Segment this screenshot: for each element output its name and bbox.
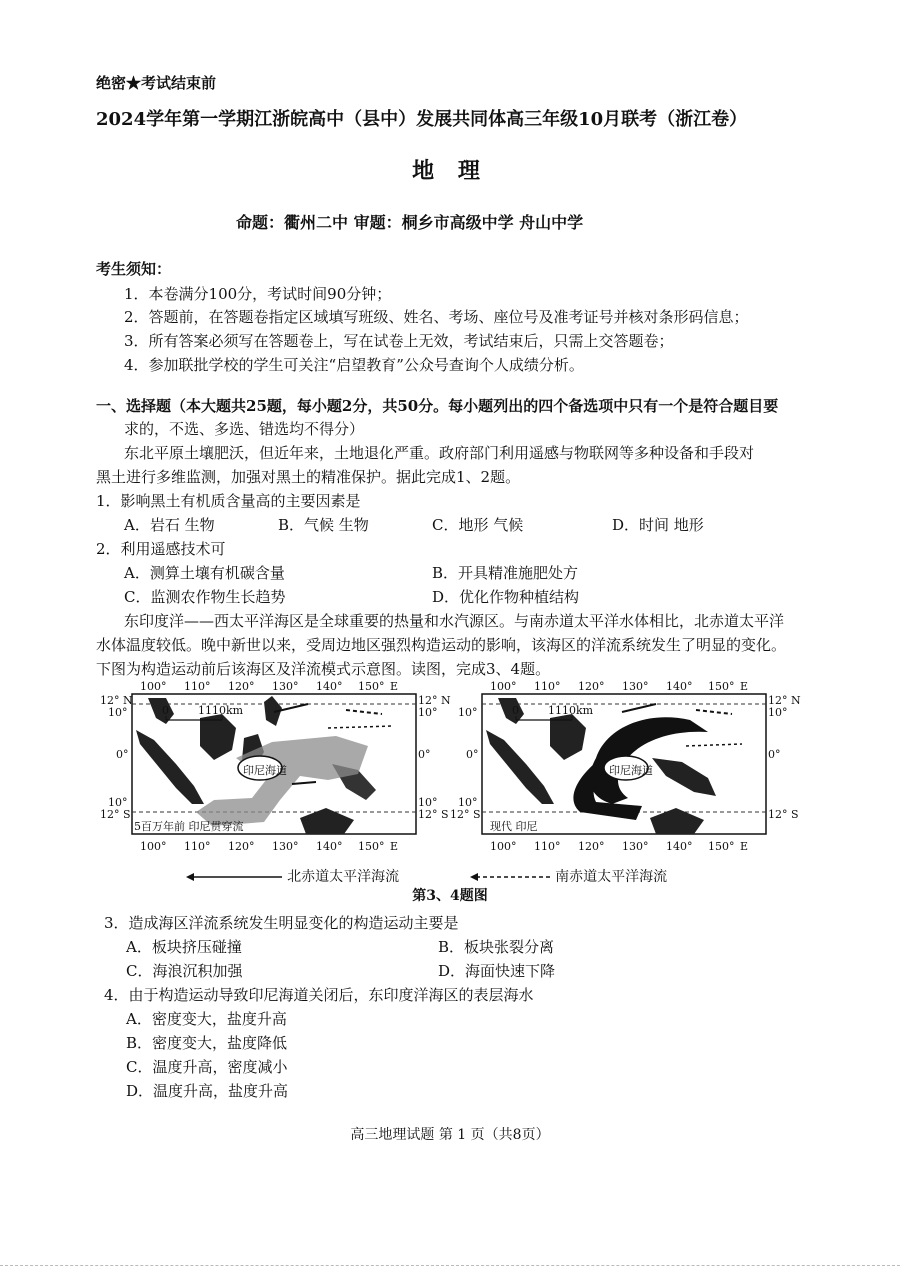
passage-2: 东印度洋——西太平洋海区是全球重要的热量和水汽源区。与南赤道太平洋水体相比，北赤道太平洋: [124, 612, 785, 630]
passage-1-cont: 黑土进行多维监测，加强对黑土的精准保护。据此完成1、2题。: [96, 468, 521, 486]
notice-item: 3．所有答案必须写在答题卷上，写在试卷上无效，考试结束后，只需上交答题卷；: [124, 332, 674, 350]
map-before-lon-110: 110°: [184, 680, 211, 693]
notice-item: 4．参加联批学校的学生可关注“启望教育”公众号查询个人成绩分析。: [124, 356, 584, 374]
map-before-lat-10s: 10°: [108, 796, 128, 809]
map-after: [446, 680, 801, 870]
map-after-strait-label: 印尼海道: [609, 764, 653, 777]
map-before-lat-10n: 10°: [108, 706, 128, 719]
q2-option-a[interactable]: A．测算土壤有机碳含量: [124, 564, 285, 582]
question-3: 3．造成海区洋流系统发生明显变化的构造运动主要是: [104, 914, 459, 932]
q4-option-d[interactable]: D．温度升高，盐度升高: [126, 1082, 289, 1100]
map-after-lon-150: 150°: [708, 680, 735, 693]
passage-1: 东北平原土壤肥沃，但近年来，土地退化严重。政府部门利用遥感与物联网等多种设备和手段对: [124, 444, 755, 462]
q2-option-b[interactable]: B．开具精准施肥处方: [432, 564, 579, 582]
map-after-lat-12s: 12° S: [450, 808, 481, 821]
map-before-lon-e: E: [390, 680, 399, 693]
map-after-blon-e: E: [740, 840, 749, 853]
map-before-rlat-10s: 10°: [418, 796, 438, 809]
notice-item: 1．本卷满分100分，考试时间90分钟；: [124, 285, 392, 303]
figure-caption: 第3、4题图: [412, 888, 488, 904]
passage-2-cont: 水体温度较低。晚中新世以来，受周边地区强烈构造运动的影响，该海区的洋流系统发生了明显的变化。: [96, 636, 787, 654]
question-4: 4．由于构造运动导致印尼海道关闭后，东印度洋海区的表层海水: [104, 986, 534, 1004]
q2-option-d[interactable]: D．优化作物种植结构: [432, 588, 580, 606]
q4-option-b[interactable]: B．密度变大，盐度降低: [126, 1034, 288, 1052]
map-after-blon-150: 150°: [708, 840, 735, 853]
legend-north: [186, 866, 399, 886]
map-before-lat-12n: 12° N: [100, 694, 133, 707]
q3-option-c[interactable]: C．海浪沉积加强: [126, 962, 243, 980]
map-before-rlat-12s: 12° S: [418, 808, 449, 821]
map-after-lon-100: 100°: [490, 680, 517, 693]
map-after-lat-0: 0°: [466, 748, 479, 761]
map-before-blon-100: 100°: [140, 840, 167, 853]
map-before-blon-110: 110°: [184, 840, 211, 853]
map-before-blon-120: 120°: [228, 840, 255, 853]
map-after-scale-zero: 0: [512, 704, 519, 717]
map-after-blon-120: 120°: [578, 840, 605, 853]
section-heading-text: 一、选择题（本大题共25题，每小题2分，共50分。每小题列出的四个备选项中只有一个是符合题目要: [96, 397, 779, 415]
map-before-lon-130: 130°: [272, 680, 299, 693]
map-after-rlat-0: 0°: [768, 748, 781, 761]
legend-south: [470, 866, 667, 886]
map-after-blon-100: 100°: [490, 840, 517, 853]
q1-option-c[interactable]: C．地形 气候: [432, 516, 524, 534]
q3-option-d[interactable]: D．海面快速下降: [438, 962, 556, 980]
map-after-blon-110: 110°: [534, 840, 561, 853]
map-after-blon-140: 140°: [666, 840, 693, 853]
page-bottom-divider: [0, 1265, 900, 1266]
map-before-lat-12s: 12° S: [100, 808, 131, 821]
map-before-strait-label: 印尼海道: [243, 764, 287, 777]
q3-option-b[interactable]: B．板块张裂分离: [438, 938, 555, 956]
map-after-rlat-12s: 12° S: [768, 808, 799, 821]
map-before-corner-label: 5百万年前 印尼贯穿流: [134, 820, 244, 833]
notice-item: 2．答题前，在答题卷指定区域填写班级、姓名、考场、座位号及准考证号并核对条形码信息；: [124, 308, 749, 326]
authors-line: 命题：衢州二中 审题：桐乡市高级中学 舟山中学: [236, 213, 584, 232]
map-before-scale-zero: 0: [162, 704, 169, 717]
q1-option-d[interactable]: D．时间 地形: [612, 516, 704, 534]
legend-north-label: 北赤道太平洋海流: [287, 869, 400, 885]
passage-2-cont2: 下图为构造运动前后该海区及洋流模式示意图。读图，完成3、4题。: [96, 660, 551, 678]
exam-title: 2024学年第一学期江浙皖高中（县中）发展共同体高三年级10月联考（浙江卷）: [96, 109, 748, 130]
map-after-lat-10n: 10°: [458, 706, 478, 719]
map-before-rlat-10n: 10°: [418, 706, 438, 719]
map-after-lat-12n: 12° N: [768, 694, 801, 707]
map-before-lon-150: 150°: [358, 680, 385, 693]
map-before-blon-140: 140°: [316, 840, 343, 853]
legend-south-label: 南赤道太平洋海流: [555, 869, 668, 885]
map-after-lon-130: 130°: [622, 680, 649, 693]
question-2: 2．利用遥感技术可: [96, 540, 226, 558]
q4-option-a[interactable]: A．密度变大，盐度升高: [126, 1010, 287, 1028]
map-after-lat-10s: 10°: [458, 796, 478, 809]
map-before-blon-150: 150°: [358, 840, 385, 853]
q2-option-c[interactable]: C．监测农作物生长趋势: [124, 588, 286, 606]
map-before-rlat-0: 0°: [418, 748, 431, 761]
map-after-rlat-10n: 10°: [768, 706, 788, 719]
map-after-blon-130: 130°: [622, 840, 649, 853]
page-footer: 高三地理试题 第 1 页（共8页）: [350, 1127, 550, 1143]
map-before: [96, 680, 451, 870]
map-before-lon-140: 140°: [316, 680, 343, 693]
section-heading: [96, 395, 778, 416]
subject-title: 地 理: [412, 158, 488, 184]
legend-south-arrow-icon: [470, 872, 550, 882]
notice-heading: 考生须知：: [96, 260, 172, 278]
question-1: 1．影响黑土有机质含量高的主要因素是: [96, 492, 361, 510]
map-before-lon-120: 120°: [228, 680, 255, 693]
map-after-lon-110: 110°: [534, 680, 561, 693]
q1-option-a[interactable]: A．岩石 生物: [124, 516, 215, 534]
map-before-rlat-12n: 12° N: [418, 694, 451, 707]
map-after-lon-120: 120°: [578, 680, 605, 693]
q3-option-a[interactable]: A．板块挤压碰撞: [126, 938, 242, 956]
map-after-corner-label: 现代 印尼: [490, 820, 538, 833]
confidential-label: 绝密★考试结束前: [96, 74, 217, 92]
map-after-lon-e: E: [740, 680, 749, 693]
map-before-blon-e: E: [390, 840, 399, 853]
map-before-blon-130: 130°: [272, 840, 299, 853]
map-before-lon-100: 100°: [140, 680, 167, 693]
map-after-scale-length: 1110km: [548, 704, 594, 717]
legend-north-arrow-icon: [186, 872, 282, 882]
map-before-lat-0: 0°: [116, 748, 129, 761]
section-heading-cont: 求的，不选、多选、错选均不得分）: [124, 420, 365, 438]
q1-option-b[interactable]: B．气候 生物: [278, 516, 369, 534]
map-after-lon-140: 140°: [666, 680, 693, 693]
q4-option-c[interactable]: C．温度升高，密度减小: [126, 1058, 288, 1076]
map-before-scale-length: 1110km: [198, 704, 244, 717]
